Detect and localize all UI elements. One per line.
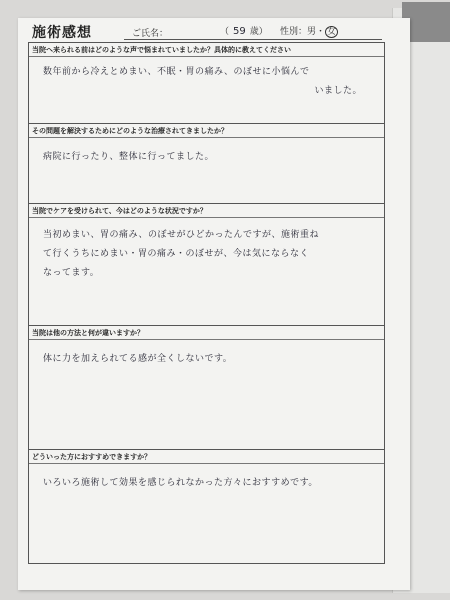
question-previous-treatment: その問題を解決するためにどのような治療されてきましたか？ xyxy=(29,124,384,138)
age-open: （ xyxy=(220,27,230,37)
name-label: ご氏名： xyxy=(132,29,169,39)
question-before-visit: 当院へ来られる前はどのような声で悩まれていましたか？具体的に教えてください xyxy=(29,43,384,57)
header-underline xyxy=(124,39,382,40)
form-table xyxy=(28,42,385,564)
question-difference: 当院は他の方法と何が違いますか？ xyxy=(29,326,384,340)
section-current-status xyxy=(29,204,384,324)
age-unit: 歳） xyxy=(249,27,268,37)
question-recommendation: どういった方におすすめできますか？ xyxy=(29,450,384,464)
gender-female-circled: 女 xyxy=(327,27,337,37)
answer-before-visit-line-2: いました。 xyxy=(314,86,362,96)
section-recommendation xyxy=(29,450,384,564)
answer-difference: 体に力を加えられてる感が全くしないです。 xyxy=(43,354,233,364)
answer-previous-treatment: 病院に行ったり、整体に行ってました。 xyxy=(43,152,215,162)
gender-field xyxy=(280,24,338,38)
answer-recommendation: いろいろ施術して効果を感じられなかった方々におすすめです。 xyxy=(43,478,318,488)
answer-current-status-line-3: なってます。 xyxy=(43,268,100,278)
section-difference xyxy=(29,326,384,449)
section-before-visit xyxy=(29,43,384,123)
gender-male: 男・ xyxy=(307,27,326,37)
question-current-status: 当院でケアを受けられて、今はどのような状況ですか？ xyxy=(29,204,384,218)
age-field xyxy=(220,24,268,37)
gender-label: 性別： xyxy=(280,27,308,37)
answer-current-status-line-2: て行くうちにめまい・胃の痛み・のぼせが、今は気にならなく xyxy=(43,249,310,259)
section-previous-treatment xyxy=(29,124,384,204)
form-header xyxy=(28,20,383,42)
form-title: 施術感想 xyxy=(32,25,92,41)
age-value: 59 xyxy=(233,26,246,37)
answer-current-status-line-1: 当初めまい、胃の痛み、のぼせがひどかったんですが、施術重ね xyxy=(43,230,320,240)
answer-before-visit-line-1: 数年前から冷えとめまい、不眠・胃の痛み、のぼせに小悩んで xyxy=(43,67,310,77)
